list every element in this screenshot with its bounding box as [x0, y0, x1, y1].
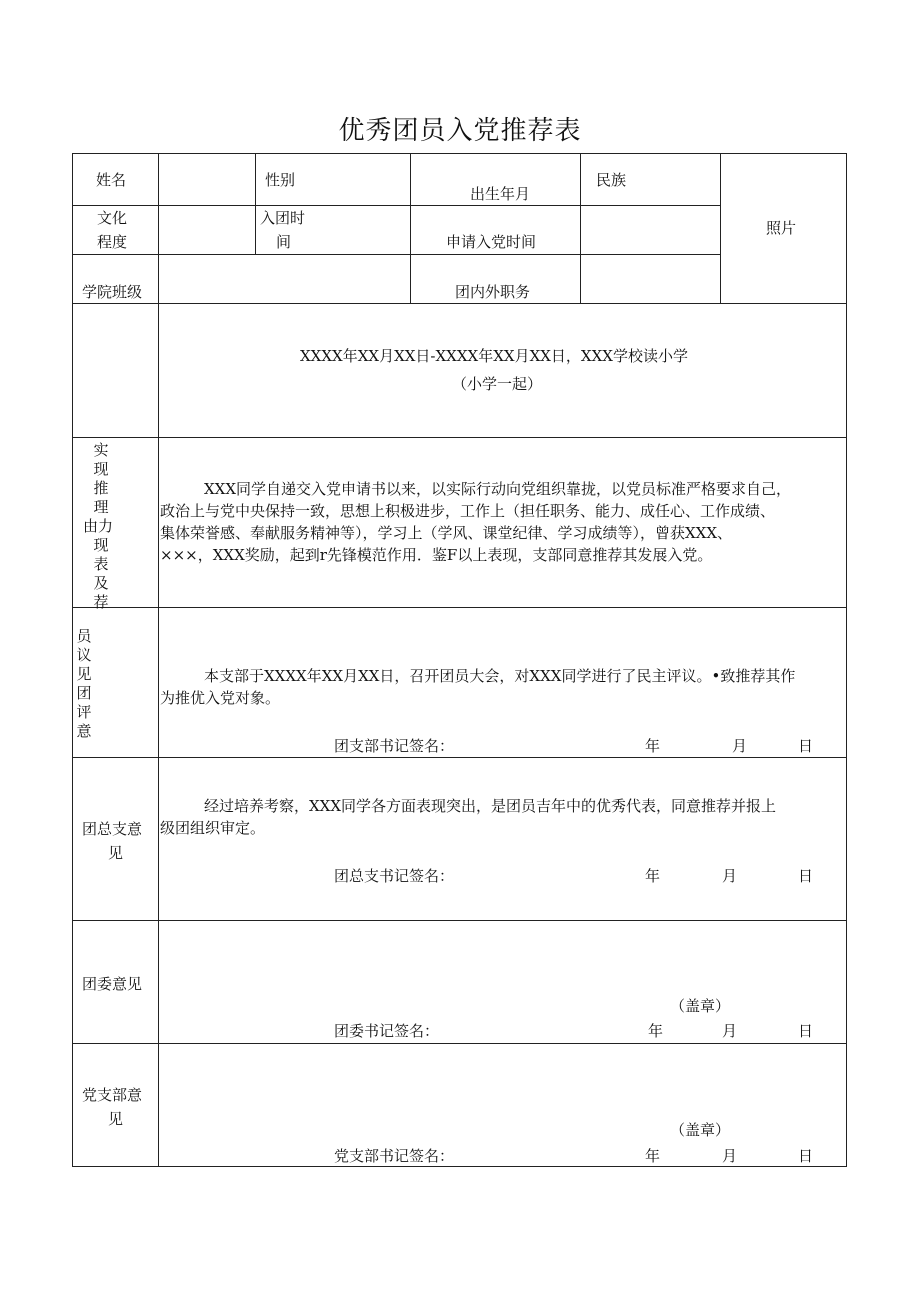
- paragraph-line: 本支部于XXXX年XX月XX日，召开团员大会，对XXX同学进行了民主评议。•致推荐其作: [204, 667, 796, 685]
- education-label-2: 程度: [97, 233, 128, 251]
- label-char: 推: [93, 479, 109, 497]
- row-divider: [72, 303, 847, 304]
- join-league-label: 入团时: [260, 209, 306, 227]
- performance-label: [82, 441, 113, 612]
- row-divider: [72, 437, 847, 438]
- ethnicity-label: 民族: [596, 171, 627, 189]
- general-branch-text: [160, 795, 846, 839]
- label-char: 表: [93, 555, 109, 573]
- join-league-label-2: 间: [276, 233, 292, 251]
- photo-label: 照片: [766, 219, 797, 237]
- paragraph-line: ×××，XXX奖励，起到r先锋模范作用．鉴F以上表现，支部同意推荐其发展入党。: [160, 546, 713, 564]
- table-border-bottom: [72, 1166, 847, 1167]
- row-divider: [72, 205, 720, 206]
- gender-label: 性别: [265, 171, 296, 189]
- date-year: 年: [645, 737, 661, 755]
- date-year: 年: [645, 867, 661, 885]
- date-day: 日: [798, 1022, 814, 1040]
- education-label: 文化: [97, 209, 128, 227]
- label-char: 见: [76, 665, 92, 683]
- col-divider: [255, 153, 256, 254]
- col-divider: [410, 153, 411, 303]
- resume-note: （小学一起）: [452, 375, 543, 393]
- label-char: 评: [76, 703, 92, 721]
- general-branch-secretary-sign: 团总支书记签名：: [334, 867, 455, 885]
- label-char: 由力: [82, 517, 113, 535]
- branch-secretary-sign: 团支部书记签名：: [334, 737, 455, 755]
- label-char: 意: [76, 722, 92, 740]
- date-day: 日: [798, 737, 814, 755]
- label-char: 荐: [93, 593, 109, 611]
- date-month: 月: [722, 1022, 738, 1040]
- row-divider: [72, 757, 847, 758]
- date-day: 日: [798, 867, 814, 885]
- branch-opinion-text: [160, 665, 846, 709]
- table-border-top: [72, 153, 847, 154]
- general-branch-label-2: 见: [108, 844, 124, 862]
- table-border-right: [846, 153, 847, 1167]
- college-class-label: 学院班级: [82, 283, 143, 301]
- date-year: 年: [648, 1022, 664, 1040]
- league-positions-label: 团内外职务: [455, 283, 531, 301]
- birth-label: 出生年月: [470, 185, 531, 203]
- table-border-left: [72, 153, 73, 1167]
- party-branch-label: 党支部意: [82, 1086, 143, 1104]
- date-year: 年: [645, 1147, 661, 1165]
- committee-seal: （盖章）: [670, 997, 731, 1015]
- paragraph-line: 为推优入党对象。: [160, 689, 281, 707]
- date-month: 月: [722, 867, 738, 885]
- label-char: 现: [93, 460, 109, 478]
- apply-party-label: 申请入党时间: [446, 233, 537, 251]
- date-day: 日: [798, 1147, 814, 1165]
- performance-text: [160, 478, 846, 566]
- row-divider: [72, 254, 720, 255]
- label-char: 实: [93, 441, 109, 459]
- label-char: 议: [76, 646, 92, 664]
- page-title: 优秀团员入党推荐表: [338, 116, 582, 146]
- branch-opinion-label: [74, 627, 94, 741]
- committee-label: 团委意见: [82, 975, 143, 993]
- date-month: 月: [732, 737, 748, 755]
- general-branch-label: 团总支意: [82, 820, 143, 838]
- party-branch-secretary-sign: 党支部书记签名：: [334, 1147, 455, 1165]
- row-divider: [72, 1043, 847, 1044]
- name-label: 姓名: [96, 171, 127, 189]
- row-divider: [72, 607, 847, 608]
- party-branch-label-2: 见: [108, 1110, 124, 1128]
- paragraph-line: 集体荣誉感、奉献服务精神等），学习上（学风、课堂纪律、学习成绩等），曾获XXX、: [160, 524, 733, 542]
- paragraph-line: 级团组织审定。: [160, 819, 266, 837]
- label-char: 团: [76, 684, 92, 702]
- col-divider: [580, 153, 581, 303]
- committee-secretary-sign: 团委书记签名：: [334, 1022, 440, 1040]
- paragraph-line: 经过培养考察，XXX同学各方面表现突出，是团员吉年中的优秀代表，同意推荐并报上: [204, 797, 777, 815]
- date-month: 月: [722, 1147, 738, 1165]
- label-char: 现: [93, 536, 109, 554]
- resume-line: XXXX年XX月XX日-XXXX年XX月XX日，XXX学校读小学: [300, 347, 688, 365]
- label-char: 理: [93, 498, 109, 516]
- party-branch-seal: （盖章）: [670, 1121, 731, 1139]
- photo-divider: [720, 153, 721, 303]
- paragraph-line: XXX同学自递交入党申请书以来，以实际行动向党组织靠拢，以党员标准严格要求自己，: [204, 480, 792, 498]
- label-char: 及: [93, 574, 109, 592]
- paragraph-line: 政治上与党中央保持一致，思想上积极进步，工作上（担任职务、能力、成任心、工作成绩、: [160, 502, 776, 520]
- row-divider: [72, 920, 847, 921]
- label-column-divider: [158, 153, 159, 1167]
- label-char: 员: [76, 627, 92, 645]
